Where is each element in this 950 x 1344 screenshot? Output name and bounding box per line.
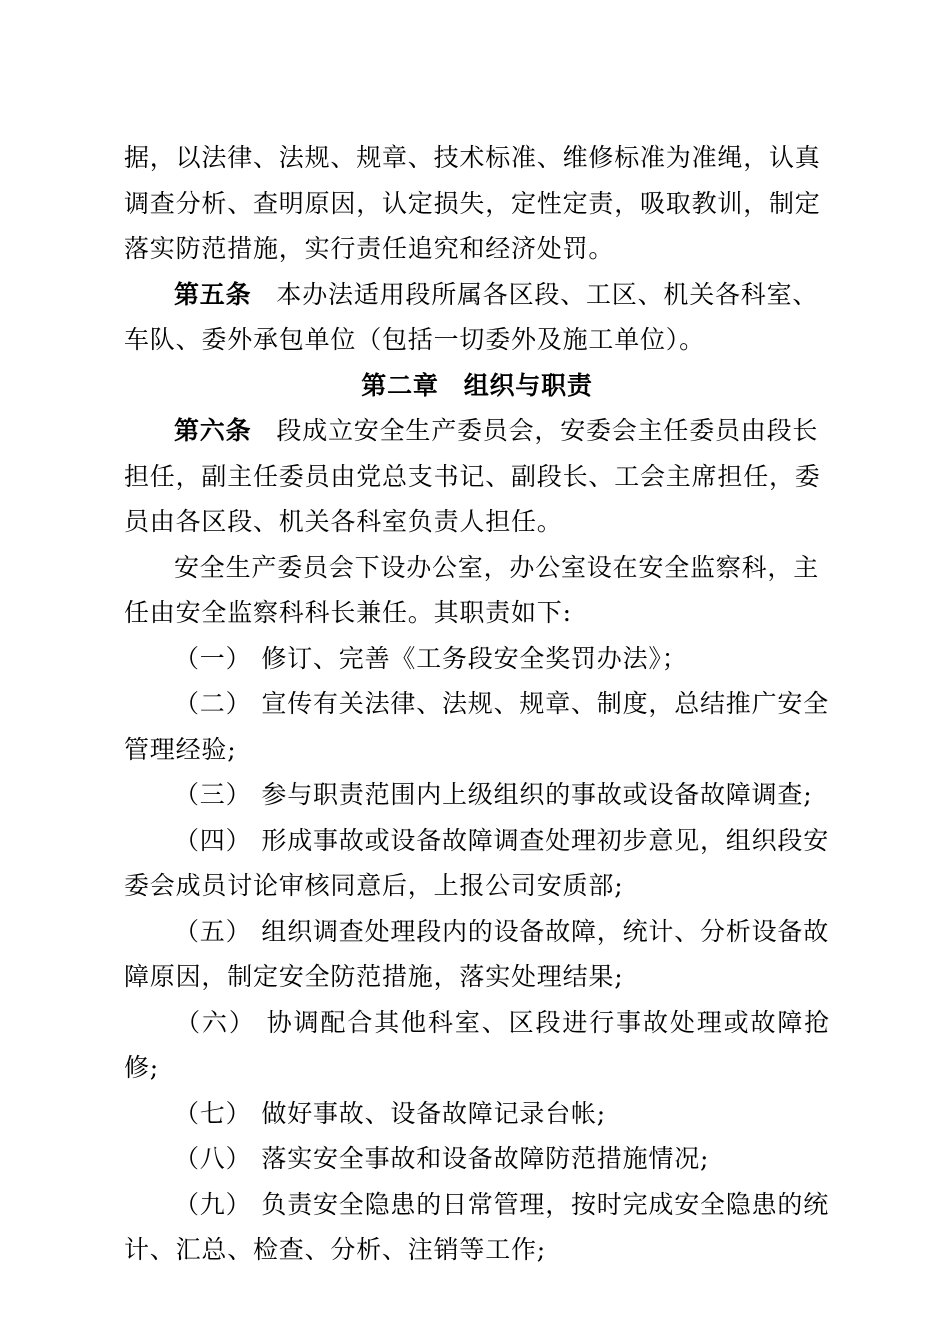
duty-item [124,772,830,818]
duties-list [124,636,830,1273]
text-line [124,818,830,864]
document-body [124,135,830,1273]
text-line [124,1136,830,1182]
text-line: 调查分析、查明原因，认定损失，定性定责，吸取教训，制定 [124,188,821,218]
text-line [124,272,830,318]
duty-number: （四） [174,825,252,855]
text-line [124,636,830,682]
duty-item [124,818,830,909]
duty-item [124,636,830,682]
text-line: 计、汇总、检查、分析、注销等工作; [124,1235,547,1264]
duty-number: （二） [174,689,252,718]
article-5 [124,272,830,363]
duty-item [124,1091,830,1137]
text-line [124,1182,830,1228]
text-line [124,772,830,818]
text-line: 车队、委外承包单位（包括一切委外及施工单位）。 [124,325,705,354]
article-text: 段成立安全生产委员会，安委会主任委员由段长 [276,416,819,445]
article-label: 第五条 [174,279,252,309]
text-line: 委会成员讨论审核同意后，上报公司安质部; [124,871,624,900]
article-text: 本办法适用段所属各区段、工区、机关各科室、 [276,279,819,309]
text-line: 员由各区段、机关各科室负责人担任。 [124,507,563,536]
text-line: 担任，副主任委员由党总支书记、副段长、工会主席担任，委 [124,461,821,491]
duty-text: 协调配合其他科室、区段进行事故处理或故障抢修; [124,1007,830,1082]
duty-text: 做好事故、设备故障记录台帐; [261,1098,607,1128]
duty-item [124,1182,830,1273]
text-line: 任由安全监察科科长兼任。其职责如下: [124,598,572,627]
paragraph-continuation [124,135,830,272]
duty-item [124,1136,830,1182]
text-line [124,1091,830,1137]
office-paragraph [124,545,830,636]
duty-text: 组织调查处理段内的设备故障，统计、分析设备故 [261,916,830,946]
text-line [124,545,830,591]
text-line [124,681,830,727]
duty-text: 参与职责范围内上级组织的事故或设备故障调查; [261,780,813,809]
text-line [124,1000,830,1091]
duty-number: （八） [174,1144,252,1173]
article-label: 第六条 [174,416,252,445]
chapter-title: 组织与职责 [463,370,593,400]
duty-text: 宣传有关法律、法规、规章、制度，总结推广安全 [261,689,830,718]
text-line: 管理经验; [124,734,237,764]
text-line: 障原因，制定安全防范措施，落实处理结果; [124,962,624,991]
duty-number: （三） [174,780,252,809]
text-line [124,909,830,955]
duty-number: （九） [174,1189,252,1219]
duty-item [124,681,830,772]
text-line: 落实防范措施，实行责任追究和经济处罚。 [124,234,615,263]
duty-text: 修订、完善《工务段安全奖罚办法》； [261,643,688,673]
duty-item [124,909,830,1000]
chapter-heading [124,363,830,409]
duty-text: 负责安全隐患的日常管理，按时完成安全隐患的统 [261,1189,830,1219]
text-line [124,408,830,454]
office-text: 安全生产委员会下设办公室，办公室设在安全监察科，主 [174,552,820,582]
text-line: 据，以法律、法规、规章、技术标准、维修标准为准绳，认真 [124,143,821,172]
duty-text: 形成事故或设备故障调查处理初步意见，组织段安 [261,825,830,855]
duty-text: 落实安全事故和设备故障防范措施情况; [261,1144,710,1173]
article-6 [124,408,830,545]
duty-number: （五） [174,916,252,946]
duty-item [124,1000,830,1091]
duty-number: （六） [174,1007,256,1037]
duty-number: （七） [174,1098,252,1128]
chapter-number: 第二章 [361,370,439,400]
duty-number: （一） [174,643,252,673]
